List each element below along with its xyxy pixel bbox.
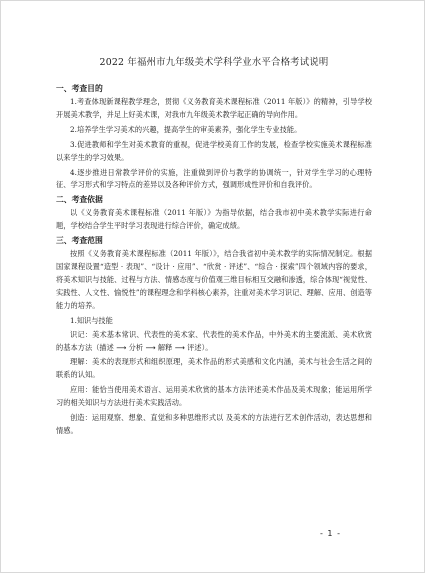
recall-text-end: 评述）。: [184, 342, 213, 352]
section-heading-basis: 二、考查依据: [56, 195, 103, 205]
basis-paragraph-1: 以《义务教育美术课程标准（2011 年版）》为指导依据，结合我市初中美术教学实际进行命题，学校结合学生平时学习表现进行综合评价，确定成绩。: [56, 208, 372, 231]
purpose-paragraph-4: 4.逐步推进日常教学评价的实施，注重做到评价与教学的协调统一，针对学生学习的心理特征、学习形式和学习特点的差异以及各种评价方式，强调形成性评价和自我评价。: [56, 167, 372, 190]
page-number: - 1 -: [320, 529, 341, 538]
scope-paragraph-understanding: 理解：美术的表现形式和组织原理，美术作品的形式美感和文化内涵，美术与社会生活之间的联系的认知。: [56, 357, 372, 380]
purpose-paragraph-1: 1.考查体现新课程教学理念，贯彻《义务教育美术课程标准（2011 年版）》的精神，引导学校开展美术教学，并足上好美术课，对我市九年级美术教学起正确的导向作用。: [56, 97, 372, 119]
scope-paragraph-1: 按照《义务教育美术课程标准（2011 年版）》，结合我省初中美术教学的实际情况制定。根据国家课程设置“造型 · 表现”、“设计 · 应用”、“欣赏 · 评述”、“综合 · 探索”四个领域内容的要求，将美术知识与技能、过程与方法、情感态度与价值观三维目标相互交融和渗透，综合体现“视觉性、实践性、人文性、愉悦性”的课程理念和学科核心素养，注重对美术学习识记、理解、应用、创造等能力的培养。: [56, 249, 372, 310]
scope-paragraph-recall: [56, 329, 372, 355]
recall-text-analyze: 分析: [126, 342, 146, 352]
scope-paragraph-creation: 创造：运用观察、想象、直觉和多种思维形式以 及美术的方法进行艺术创作活动，表达思想和情感。: [56, 413, 372, 435]
recall-text-explain: 解释: [155, 342, 175, 352]
document-body: [56, 56, 372, 440]
section-heading-purpose: 一、考查目的: [56, 84, 103, 93]
document-title: 2022 年福州市九年级美术学科学业水平合格考试说明: [99, 57, 329, 68]
arrow-icon: ⟶: [116, 343, 127, 352]
scope-subheading-knowledge-skills: 1.知识与技能: [70, 315, 113, 325]
purpose-paragraph-2: 2.培养学生学习美术的兴趣，提高学生的审美素养，强化学生专业技能。: [70, 124, 302, 134]
arrow-icon: ⟶: [174, 343, 185, 352]
scope-paragraph-application: 应用：能恰当使用美术语言、运用美术欣赏的基本方法评述美术作品及美术现象；能运用所学习的相关知识与方法进行美术实践活动。: [56, 385, 372, 408]
purpose-paragraph-3: 3.促进教师和学生对美术教育的重视，促进学校美育工作的发展，检查学校实施美术课程标准以来学生的学习效果。: [56, 139, 372, 162]
section-heading-scope: 三、考查范围: [56, 236, 103, 246]
recall-text-start: 识记：美术基本常识、代表性的美术家、代表性的美术作品，中外美术的主要流派、美术欣赏的基本方法（描述: [56, 329, 372, 352]
arrow-icon: ⟶: [145, 343, 156, 352]
